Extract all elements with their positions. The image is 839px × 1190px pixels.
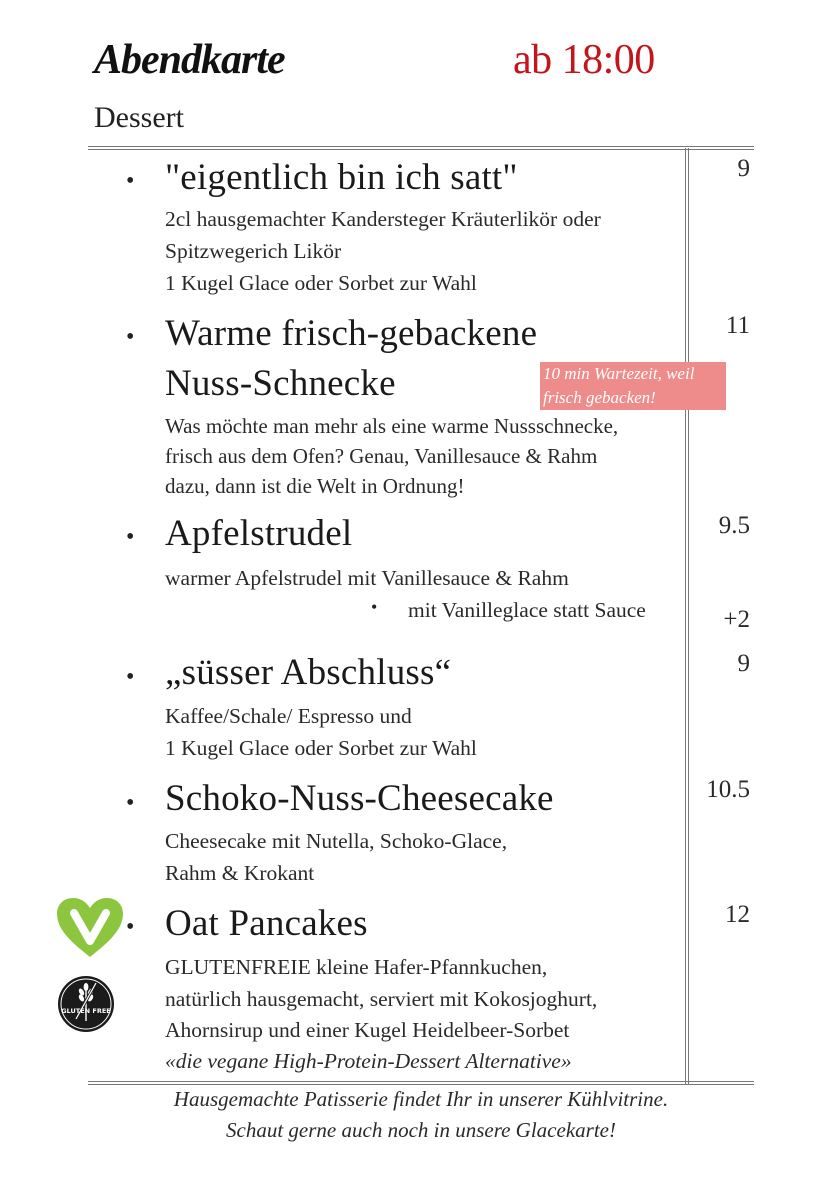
footer-line: Hausgemachte Patisserie findet Ihr in unserer Kühlvitrine. [173, 1087, 669, 1111]
item-name: Oat Pancakes [165, 903, 368, 944]
top-divider-inner [88, 149, 754, 150]
gluten-free-label: GLUTEN FREE [61, 1007, 111, 1015]
item-name: Apfelstrudel [165, 513, 353, 554]
top-divider [88, 146, 754, 147]
item-description: warmer Apfelstrudel mit Vanillesauce & Rahm [165, 566, 569, 590]
service-time: ab 18:00 [513, 37, 655, 83]
item-slogan: «die vegane High-Protein-Dessert Alternative» [165, 1049, 572, 1073]
option-price: +2 [723, 606, 750, 633]
bullet: • [126, 324, 135, 350]
wait-time-note [540, 362, 726, 410]
bullet: • [126, 168, 135, 194]
item-price: 12 [725, 901, 750, 928]
section-heading: Dessert [94, 101, 184, 134]
footer-line: Schaut gerne auch noch in unsere Glacekarte! [226, 1118, 616, 1142]
item-description: Cheesecake mit Nutella, Schoko-Glace, [165, 829, 508, 853]
item-price: 11 [725, 312, 750, 339]
item-option: mit Vanilleglace statt Sauce [408, 598, 646, 622]
item-name: Schoko-Nuss-Cheesecake [165, 778, 554, 819]
item-description: 2cl hausgemachter Kandersteger Kräuterlikör oder [165, 207, 601, 231]
bottom-divider-inner [88, 1084, 754, 1085]
item-name-line: Warme frisch-gebackene [165, 313, 538, 354]
gluten-free-icon [54, 975, 118, 1033]
item-price: 10.5 [706, 776, 750, 803]
item-description: 1 Kugel Glace oder Sorbet zur Wahl [165, 736, 477, 760]
bullet: • [126, 914, 135, 940]
bullet: • [126, 524, 135, 550]
item-name-line: Nuss-Schnecke [165, 363, 396, 404]
bullet: • [126, 790, 135, 816]
item-description: natürlich hausgemacht, serviert mit Kokosjoghurt, [165, 987, 598, 1011]
item-description: Kaffee/Schale/ Espresso und [165, 704, 412, 728]
item-price: 9.5 [718, 512, 750, 539]
item-description: Was möchte man mehr als eine warme Nussschnecke, [165, 414, 619, 438]
item-description: Rahm & Krokant [165, 861, 315, 885]
item-description: dazu, dann ist die Welt in Ordnung! [165, 474, 465, 498]
option-bullet: • [371, 597, 378, 617]
gluten-free-badge-graphic [54, 975, 118, 1033]
item-price: 9 [737, 650, 750, 677]
item-description: 1 Kugel Glace oder Sorbet zur Wahl [165, 271, 477, 295]
bullet: • [126, 664, 135, 690]
item-name: "eigentlich bin ich satt" [165, 157, 518, 198]
vegan-v-heart-icon [55, 897, 125, 959]
item-description: frisch aus dem Ofen? Genau, Vanillesauce & Rahm [165, 444, 598, 468]
item-name: „süsser Abschluss“ [165, 652, 452, 693]
item-description: Spitzwegerich Likör [165, 239, 342, 263]
note-line: 10 min Wartezeit, weil [543, 364, 695, 383]
item-price: 9 [737, 155, 750, 182]
note-line: frisch gebacken! [543, 388, 656, 407]
menu-title: Abendkarte [94, 37, 285, 83]
item-description: GLUTENFREIE kleine Hafer-Pfannkuchen, [165, 955, 548, 979]
bottom-divider [88, 1081, 754, 1082]
item-description: Ahornsirup und einer Kugel Heidelbeer-Sorbet [165, 1018, 570, 1042]
